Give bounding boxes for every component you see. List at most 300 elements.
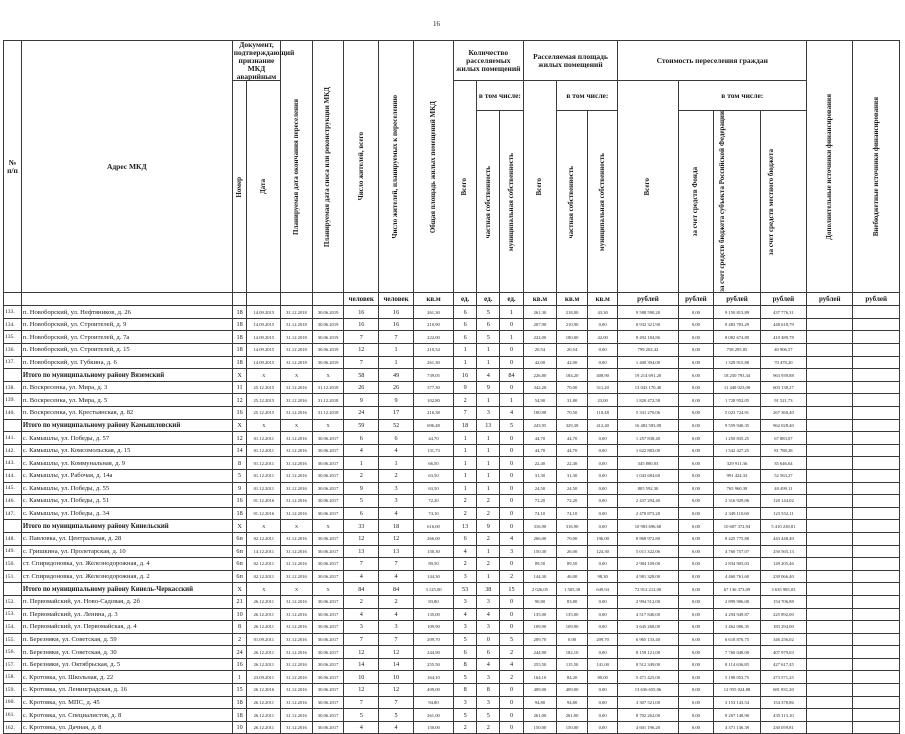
cell-sqm: 0,00 [587, 495, 618, 508]
cell-sq: 2 026,05 [523, 583, 557, 596]
cell-sq: 42,00 [523, 356, 557, 369]
cell-mun: 0 [500, 495, 523, 508]
cell-area: 210,90 [413, 318, 453, 331]
cell-reg: 2 316 929,06 [714, 495, 760, 508]
cell-sq: 135,00 [523, 608, 557, 621]
cell-end: 31.12.2016 [281, 646, 313, 659]
cell-add [807, 356, 853, 369]
cell-res: 9 [344, 394, 379, 407]
unit-cell: кв.м [413, 293, 453, 306]
cell-cnt: 2 [454, 507, 477, 520]
cell-reg: 8 082 674,80 [714, 331, 760, 344]
unit-cell [21, 293, 232, 306]
cell-n: 144. [4, 469, 22, 482]
cell-n [4, 419, 22, 432]
cell-doc: 18 [232, 306, 247, 319]
cell-reg: 1 250 835,25 [714, 432, 760, 445]
cell-sqm: 0,00 [587, 432, 618, 445]
cell-cnt: 3 [454, 595, 477, 608]
cell-reg: 758 295,85 [714, 344, 760, 357]
cell-ext [853, 344, 900, 357]
cell-fund: 0,00 [678, 394, 714, 407]
cell-loc: 448 618,79 [760, 318, 806, 331]
cell-total: 72 912 212,00 [618, 583, 678, 596]
cell-fund: 0,00 [678, 331, 714, 344]
cell-date: 14.09.2015 [247, 306, 281, 319]
cell-end: 31.12.2018 [281, 356, 313, 369]
table-row [4, 545, 900, 558]
cell-mun: 0 [500, 558, 523, 571]
cell-area: 216,38 [413, 407, 453, 420]
cell-area: 144,30 [413, 570, 453, 583]
header-total-area: Общая площадь жилых помещений МКД [413, 41, 453, 293]
cell-sq: 24,50 [523, 482, 557, 495]
cell-doc: 21 [232, 595, 247, 608]
cell-mun: 1 [500, 306, 523, 319]
cell-loc: 35 646,64 [760, 457, 806, 470]
cell-fund: 0,00 [678, 507, 714, 520]
cell-total: 2 984 109,00 [618, 558, 678, 571]
cell-n: 159. [4, 684, 22, 697]
table-row [4, 407, 900, 420]
cell-addr: с. Камышлы, ул. Победы, д. 55 [21, 482, 232, 495]
cell-total: 2 470 873,20 [618, 507, 678, 520]
cell-total: 2 437 294,40 [618, 495, 678, 508]
cell-sqp: 44,70 [557, 432, 588, 445]
cell-sq: 180,98 [523, 407, 557, 420]
table-row [4, 570, 900, 583]
cell-ext [853, 621, 900, 634]
cell-cnt: 2 [454, 495, 477, 508]
cell-mun: 3 [500, 545, 523, 558]
cell-total: 4 517 840,00 [618, 608, 678, 621]
cell-add [807, 595, 853, 608]
cell-cnt: 1 [454, 432, 477, 445]
cell-loc: 91 521,73 [760, 394, 806, 407]
cell-addr: с. Кротовка, ул. Школьная, д. 22 [21, 671, 232, 684]
cell-sq: 150,30 [523, 545, 557, 558]
unit-cell: ед. [500, 293, 523, 306]
cell-dem: 30.06.2017 [312, 658, 344, 671]
cell-end: 31.12.2018 [281, 318, 313, 331]
cell-date: 26.12.2011 [247, 721, 281, 734]
unit-cell [4, 293, 22, 306]
cell-sqm: 649,94 [587, 583, 618, 596]
cell-n: 150. [4, 558, 22, 571]
cell-sqp: 109,90 [557, 621, 588, 634]
cell-mun: 0 [500, 469, 523, 482]
cell-add [807, 507, 853, 520]
cell-total: 1 622 883,00 [618, 444, 678, 457]
cell-add [807, 633, 853, 646]
header-area-incl: в том числе: [557, 81, 618, 111]
cell-mun: 0 [500, 621, 523, 634]
cell-date: 26.12.2011 [247, 658, 281, 671]
cell-dem: 30.06.2017 [312, 684, 344, 697]
cell-sqp: 44,70 [557, 444, 588, 457]
cell-cnt: 2 [454, 558, 477, 571]
table-row [4, 721, 900, 734]
cell-date: 14.12.2011 [247, 545, 281, 558]
cell-fund: 0,00 [678, 558, 714, 571]
cell-res: 1 [344, 457, 379, 470]
cell-n [4, 369, 22, 382]
header-rooms-count: Количество расселяемых жилых помещений [454, 41, 524, 81]
cell-total: 1 820 472,58 [618, 394, 678, 407]
cell-mun: 0 [500, 482, 523, 495]
cell-mun: 0 [500, 381, 523, 394]
cell-plan: 13 [379, 545, 414, 558]
cell-sqm: 110,48 [587, 407, 618, 420]
cell-priv: 5 [477, 306, 500, 319]
cell-addr: с. Кротовка, ул. Дачная, д. 8 [21, 721, 232, 734]
cell-sqp: 89,50 [557, 558, 588, 571]
cell-fund: 0,00 [678, 684, 714, 697]
cell-dem: 30.06.2017 [312, 709, 344, 722]
cell-dem: 30.06.2017 [312, 633, 344, 646]
total-row [4, 520, 900, 533]
cell-dem: 30.06.2017 [312, 482, 344, 495]
cell-sq: 89,50 [523, 558, 557, 571]
cell-priv: 6 [477, 646, 500, 659]
header-estimated: Внебюджетные источники финансирования [853, 41, 900, 293]
cell-sqm: 0,00 [587, 356, 618, 369]
cell-sq: 44,70 [523, 432, 557, 445]
cell-addr: п. Березняки, ул. Советская, д. 59 [21, 633, 232, 646]
cell-date: 01.12.2016 [247, 495, 281, 508]
cell-dem: 30.06.2017 [312, 671, 344, 684]
cell-reg: 1 728 952,05 [714, 394, 760, 407]
table-row [4, 709, 900, 722]
cell-sqp: 74,10 [557, 507, 588, 520]
cell-addr: п. Новоборский, ул. Строителей, д. 9 [21, 318, 232, 331]
cell-loc: 250 565,13 [760, 545, 806, 558]
cell-ext [853, 532, 900, 545]
cell-area: 102,80 [413, 394, 453, 407]
cell-add [807, 407, 853, 420]
cell-reg: 3 462 006,35 [714, 621, 760, 634]
cell-n: 147. [4, 507, 22, 520]
cell-n: 155. [4, 633, 22, 646]
cell-mun: 4 [500, 658, 523, 671]
cell-total: 1 043 684,60 [618, 469, 678, 482]
table-row [4, 608, 900, 621]
cell-add [807, 646, 853, 659]
cell-reg: 5 023 724,91 [714, 407, 760, 420]
cell-plan: 16 [379, 306, 414, 319]
cell-fund: 0,00 [678, 356, 714, 369]
cell-sqm: 209,70 [587, 633, 618, 646]
cell-cnt: 6 [454, 318, 477, 331]
cell-sqm: 408,90 [587, 369, 618, 382]
cell-sqp: 70,00 [557, 381, 588, 394]
cell-n: 151. [4, 570, 22, 583]
cell-cnt: 6 [454, 532, 477, 545]
cell-date: 25.12.2015 [247, 407, 281, 420]
header-address: Адрес МКД [21, 41, 232, 293]
cell-cnt: 3 [454, 570, 477, 583]
cell-res: 16 [344, 306, 379, 319]
cell-area: 150,30 [413, 545, 453, 558]
cell-add [807, 419, 853, 432]
table-row [4, 381, 900, 394]
table-row [4, 633, 900, 646]
cell-fund: 0,00 [678, 570, 714, 583]
cell-total: 8 159 121,00 [618, 646, 678, 659]
cell-date: 26.12.2011 [247, 696, 281, 709]
cell-fund: 0,00 [678, 721, 714, 734]
cell-date: 26.12.2011 [247, 608, 281, 621]
cell-reg: 1 329 915,80 [714, 356, 760, 369]
cell-area: 164,10 [413, 671, 453, 684]
unit-cell: рублей [853, 293, 900, 306]
cell-doc: 18 [232, 356, 247, 369]
unit-cell: рублей [714, 293, 760, 306]
cell-dem: 30.06.2017 [312, 545, 344, 558]
cell-sqp: 70,50 [557, 407, 588, 420]
cell-area: 210,54 [413, 344, 453, 357]
cell-reg: 2 834 903,03 [714, 558, 760, 571]
cell-add [807, 558, 853, 571]
cell-loc: 183 294,00 [760, 621, 806, 634]
cell-sq: 342,20 [523, 381, 557, 394]
cell-add [807, 318, 853, 331]
cell-n: 161. [4, 709, 22, 722]
cell-reg: 11 440 023,08 [714, 381, 760, 394]
unit-cell [281, 293, 313, 306]
cell-priv: 1 [477, 344, 500, 357]
cell-reg: 18 250 793,34 [714, 369, 760, 382]
cell-sqp: 31,80 [557, 394, 588, 407]
cell-sq: 72,20 [523, 495, 557, 508]
cell-doc: 8 [232, 457, 247, 470]
cell-end: 31.12.2016 [281, 658, 313, 671]
unit-cell: рублей [807, 293, 853, 306]
cell-cnt: 6 [454, 306, 477, 319]
cell-total: 9 588 590,20 [618, 306, 678, 319]
cell-doc: 6п [232, 570, 247, 583]
table-row [4, 318, 900, 331]
cell-sq: 20,54 [523, 344, 557, 357]
cell-sq: 207,90 [523, 318, 557, 331]
cell-sqp: 42,00 [557, 356, 588, 369]
cell-mun: 1 [500, 394, 523, 407]
cell-add [807, 369, 853, 382]
cell-doc: 6п [232, 558, 247, 571]
cell-area: 266,00 [413, 532, 453, 545]
cell-mun: 0 [500, 356, 523, 369]
cell-ext [853, 356, 900, 369]
table-row [4, 532, 900, 545]
cell-plan: 12 [379, 646, 414, 659]
cell-loc: 52 563,27 [760, 469, 806, 482]
cell-res: 2 [344, 469, 379, 482]
cell-ext [853, 432, 900, 445]
cell-area: 222,00 [413, 331, 453, 344]
cell-priv: 0 [477, 633, 500, 646]
cell-res: 6 [344, 507, 379, 520]
cell-ext [853, 671, 900, 684]
cell-sq: 150,00 [523, 721, 557, 734]
cell-cnt: 8 [454, 684, 477, 697]
cell-mun: 0 [500, 457, 523, 470]
cell-sqp: 94,80 [557, 696, 588, 709]
cell-add [807, 721, 853, 734]
table-row [4, 344, 900, 357]
cell-addr: с. Камышлы, ул. Победы, д. 51 [21, 495, 232, 508]
cell-reg: 8 483 703,29 [714, 318, 760, 331]
cell-ext [853, 595, 900, 608]
cell-cnt: 2 [454, 394, 477, 407]
cell-dem: 30.06.2017 [312, 595, 344, 608]
cell-end: 31.12.2016 [281, 608, 313, 621]
cell-sqm: 0,00 [587, 520, 618, 533]
cell-loc: 427 617,45 [760, 658, 806, 671]
cell-date: 26.12.2011 [247, 595, 281, 608]
cell-ext [853, 457, 900, 470]
cell-area: 44,70 [413, 432, 453, 445]
table-row [4, 457, 900, 470]
header-num: № п/п [4, 41, 22, 293]
cell-dem: X [312, 369, 344, 382]
cell-plan: 1 [379, 356, 414, 369]
cell-sq: 222,00 [523, 331, 557, 344]
cell-plan: 3 [379, 482, 414, 495]
cell-area: 63,50 [413, 469, 453, 482]
cell-plan: 6 [379, 432, 414, 445]
cell-add [807, 545, 853, 558]
cell-dem: 30.06.2017 [312, 444, 344, 457]
cell-plan: 49 [379, 369, 414, 382]
cell-total: 2 994 512,00 [618, 595, 678, 608]
cell-area: 261,30 [413, 306, 453, 319]
cell-sqm: 23,00 [587, 394, 618, 407]
cell-area: 261,30 [413, 356, 453, 369]
cell-ext [853, 495, 900, 508]
cell-n: 141. [4, 432, 22, 445]
cell-res: 5 [344, 709, 379, 722]
cell-sqm: 0,00 [587, 318, 618, 331]
cell-res: 9 [344, 482, 379, 495]
cell-n: 133. [4, 306, 22, 319]
cell-area: 209,70 [413, 633, 453, 646]
cell-sqp: 84,20 [557, 671, 588, 684]
cell-doc: 14 [232, 444, 247, 457]
header-rooms-incl: в том числе: [477, 81, 523, 111]
cell-end: 31.12.2016 [281, 381, 313, 394]
cell-doc: 1 [232, 671, 247, 684]
cell-addr: п. Березняки, ул. Октябрьская, д. 5 [21, 658, 232, 671]
cell-total: 8 512 349,00 [618, 658, 678, 671]
cell-total: 8 868 972,80 [618, 532, 678, 545]
total-row [4, 419, 900, 432]
cell-total: 4 981 328,00 [618, 570, 678, 583]
cell-sqm: 0,00 [587, 646, 618, 659]
cell-res: 4 [344, 444, 379, 457]
cell-sqm: 0,00 [587, 507, 618, 520]
cell-n: 135. [4, 331, 22, 344]
cell-area: 739,05 [413, 369, 453, 382]
cell-cnt: 1 [454, 444, 477, 457]
cell-sqp: 1 505,38 [557, 583, 588, 596]
cell-priv: 1 [477, 432, 500, 445]
cell-res: 5 [344, 495, 379, 508]
cell-mun: 5 [500, 633, 523, 646]
cell-priv: 6 [477, 318, 500, 331]
cell-fund: 0,00 [678, 583, 714, 596]
cell-loc: 67 883,07 [760, 432, 806, 445]
cell-sqp: 46,00 [557, 570, 588, 583]
cell-loc: 443 448,40 [760, 532, 806, 545]
cell-mun: 4 [500, 532, 523, 545]
cell-cnt: 7 [454, 407, 477, 420]
cell-end: 31.12.2016 [281, 532, 313, 545]
cell-fund: 0,00 [678, 608, 714, 621]
cell-add [807, 709, 853, 722]
cell-loc: 70 478,20 [760, 356, 806, 369]
cell-priv: 3 [477, 595, 500, 608]
cell-priv: 1 [477, 356, 500, 369]
cell-mun: 0 [500, 344, 523, 357]
cell-date: 01.12.2011 [247, 432, 281, 445]
cell-addr: с. Кротовка, ул. Ленинградская, д. 16 [21, 684, 232, 697]
cell-fund: 0,00 [678, 595, 714, 608]
cell-mun: 0 [500, 507, 523, 520]
cell-total: 799 202,42 [618, 344, 678, 357]
cell-addr: с. Кротовка, ул. Специалистов, д. 8 [21, 709, 232, 722]
cell-res: 7 [344, 633, 379, 646]
cell-doc: 15 [232, 684, 247, 697]
cell-date: X [247, 419, 281, 432]
cell-ext [853, 696, 900, 709]
cell-area: 696,48 [413, 419, 453, 432]
cell-priv: 2 [477, 495, 500, 508]
cell-sq: 261,30 [523, 306, 557, 319]
cell-doc: 18 [232, 344, 247, 357]
cell-doc: X [232, 583, 247, 596]
cell-total: 19 214 691,20 [618, 369, 678, 382]
cell-fund: 0,00 [678, 444, 714, 457]
cell-n: 153. [4, 608, 22, 621]
cell-n: 162. [4, 721, 22, 734]
cell-cnt: 1 [454, 457, 477, 470]
cell-res: 59 [344, 419, 379, 432]
cell-n [4, 583, 22, 596]
cell-date: 01.09.2011 [247, 633, 281, 646]
cell-cnt: 1 [454, 482, 477, 495]
cell-n: 137. [4, 356, 22, 369]
cell-priv: 4 [477, 369, 500, 382]
cell-plan: 2 [379, 469, 414, 482]
cell-addr: п. Новоборский, ул. Строителей, д. 7а [21, 331, 232, 344]
cell-reg: 7 760 048,00 [714, 646, 760, 659]
cell-plan: 9 [379, 394, 414, 407]
cell-sqp: 409,00 [557, 684, 588, 697]
cell-loc: 681 831,20 [760, 684, 806, 697]
cell-reg: 8 425 775,80 [714, 532, 760, 545]
cell-res: 12 [344, 684, 379, 697]
cell-reg: 8 267 148,90 [714, 709, 760, 722]
cell-fund: 0,00 [678, 709, 714, 722]
cell-priv: 2 [477, 721, 500, 734]
cell-cnt: 1 [454, 356, 477, 369]
cell-plan: 84 [379, 583, 414, 596]
cell-cnt: 1 [454, 469, 477, 482]
cell-fund: 0,00 [678, 432, 714, 445]
cell-reg: 3 153 143,54 [714, 696, 760, 709]
cell-total: 1 400 394,00 [618, 356, 678, 369]
cell-area: 72,20 [413, 495, 453, 508]
